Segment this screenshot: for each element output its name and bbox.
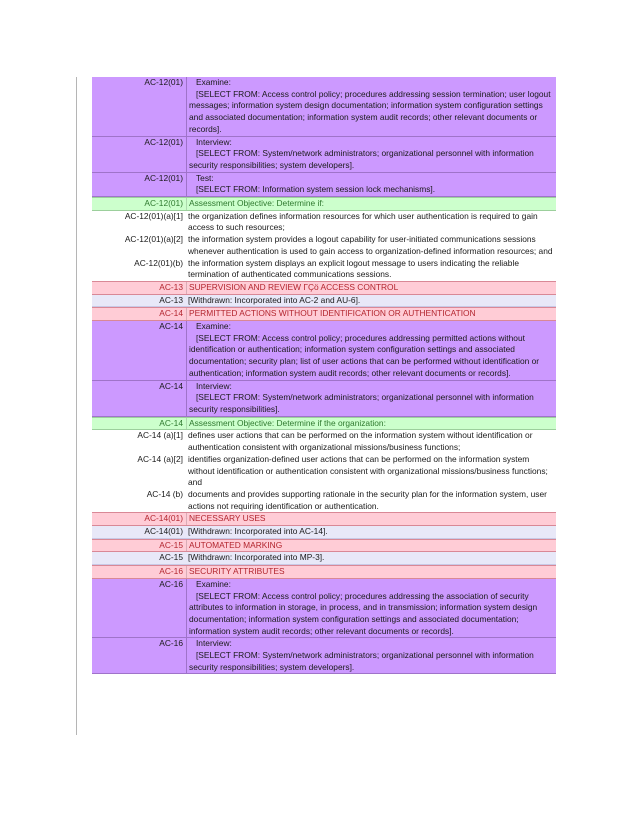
control-text: [Withdrawn: Incorporated into MP-3]. (186, 552, 556, 564)
table-row (92, 258, 556, 281)
control-id: AC-12(01)(a)[1] (92, 211, 186, 234)
control-id: AC-12(01)(a)[2] (92, 234, 186, 257)
control-id: AC-14(01) (92, 526, 186, 538)
control-id: AC-13 (92, 282, 186, 294)
table-row (92, 489, 556, 512)
control-text: Interview: [SELECT FROM: System/network administrators; organizational personnel with information security responsibilities; system developers]. (186, 137, 556, 172)
control-text: PERMITTED ACTIONS WITHOUT IDENTIFICATION OR AUTHENTICATION (186, 308, 556, 320)
control-text: Examine: [SELECT FROM: Access control policy; procedures addressing permitted actions without identification or authentication; information system configuration settings and associated documentation; security plan; list of user actions that can be performed without identification or authentication; information system audit records; other relevant documents or records]. (186, 321, 556, 380)
table-row (92, 430, 556, 453)
control-id: AC-16 (92, 566, 186, 578)
control-id: AC-14 (92, 418, 186, 430)
control-text: defines user actions that can be performed on the information system without identification or authentication consistent with organizational missions/business functions; (186, 430, 556, 453)
table-row (92, 552, 556, 565)
control-id: AC-16 (92, 638, 186, 673)
control-id: AC-14(01) (92, 513, 186, 525)
control-text: identifies organization-defined user actions that can be performed on the information system without identification or authentication consistent with organizational missions/business functions; and (186, 454, 556, 489)
table-row (92, 281, 556, 295)
control-id: AC-12(01) (92, 198, 186, 210)
control-id: AC-15 (92, 552, 186, 564)
control-text: the information system displays an explicit logout message to users indicating the reliable termination of authenticated communications sessions. (186, 258, 556, 281)
control-text: AUTOMATED MARKING (186, 540, 556, 552)
control-id: AC-14 (92, 308, 186, 320)
control-id: AC-14 (92, 381, 186, 416)
control-text: SECURITY ATTRIBUTES (186, 566, 556, 578)
control-text: Interview: [SELECT FROM: System/network administrators; organizational personnel with information security responsibilities; system developers]. (186, 638, 556, 673)
table-row (92, 579, 556, 639)
control-id: AC-14 (a)[2] (92, 454, 186, 489)
table-row (92, 211, 556, 234)
table-row (92, 454, 556, 489)
table-row (92, 295, 556, 308)
control-text: documents and provides supporting rationale in the security plan for the information system, user actions not requiring identification or authentication. (186, 489, 556, 512)
control-id: AC-16 (92, 579, 186, 638)
table-row (92, 539, 556, 553)
control-id: AC-12(01) (92, 77, 186, 136)
table-row (92, 381, 556, 417)
control-text: [Withdrawn: Incorporated into AC-14]. (186, 526, 556, 538)
table-row (92, 307, 556, 321)
control-id: AC-14 (a)[1] (92, 430, 186, 453)
table-row (92, 638, 556, 674)
control-id: AC-12(01)(b) (92, 258, 186, 281)
control-text: the information system provides a logout capability for user-initiated communications sessions whenever authentication is used to gain access to organization-defined information resources; and (186, 234, 556, 257)
table-row (92, 234, 556, 257)
control-text: Examine: [SELECT FROM: Access control policy; procedures addressing the association of security attributes to information in storage, in process, and in transmission; information system design documentation; information system configuration settings and associated documentation; information system audit records; other relevant documents or records]. (186, 579, 556, 638)
table-row (92, 197, 556, 211)
control-text: Test: [SELECT FROM: Information system session lock mechanisms]. (186, 173, 556, 196)
control-id: AC-12(01) (92, 137, 186, 172)
table-row (92, 565, 556, 579)
control-id: AC-13 (92, 295, 186, 307)
control-id: AC-14 (92, 321, 186, 380)
table-row (92, 526, 556, 539)
control-id: AC-15 (92, 540, 186, 552)
control-text: SUPERVISION AND REVIEW ΓÇö ACCESS CONTROL (186, 282, 556, 294)
assessment-table (92, 77, 556, 674)
control-text: Assessment Objective: Determine if: (186, 198, 556, 210)
control-text: Examine: [SELECT FROM: Access control policy; procedures addressing session termination; user logout messages; information system design documentation; information system configuration settings and associated documentation; information system audit records; other relevant documents or records]. (186, 77, 556, 136)
table-row (92, 137, 556, 173)
table-row (92, 417, 556, 431)
control-id: AC-14 (b) (92, 489, 186, 512)
table-row (92, 77, 556, 137)
control-text: NECESSARY USES (186, 513, 556, 525)
control-id: AC-12(01) (92, 173, 186, 196)
control-text: Assessment Objective: Determine if the organization: (186, 418, 556, 430)
table-row (92, 321, 556, 381)
table-row (92, 173, 556, 197)
page-margin-line (76, 77, 77, 735)
control-text: the organization defines information resources for which user authentication is required to gain access to such resources; (186, 211, 556, 234)
control-text: Interview: [SELECT FROM: System/network administrators; organizational personnel with information security responsibilities]. (186, 381, 556, 416)
control-text: [Withdrawn: Incorporated into AC-2 and AU-6]. (186, 295, 556, 307)
table-row (92, 512, 556, 526)
